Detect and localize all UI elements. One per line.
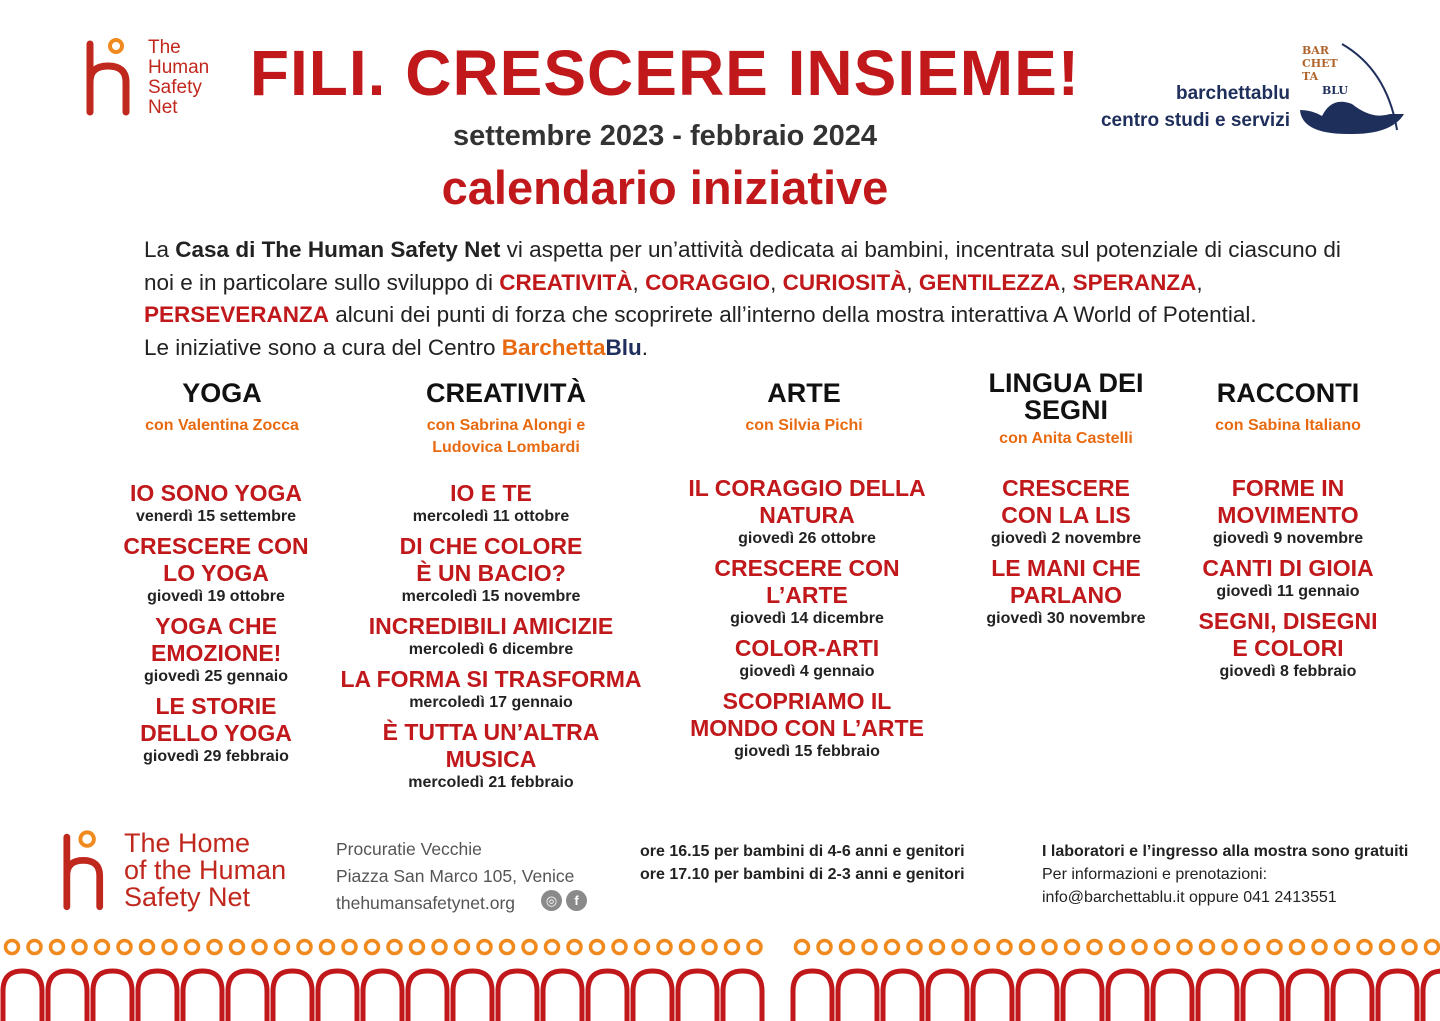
free-entry-note: I laboratori e l’ingresso alla mostra sono gratuiti [1042,843,1409,860]
ring-ornament [953,941,966,954]
ring-ornament [796,941,809,954]
column-arte-events [672,475,942,768]
event-date: giovedì 9 novembre [1212,530,1364,547]
barchetta-logo-line-1: BAR [1302,44,1329,57]
ring-ornament [591,941,604,954]
column-lis-events [966,475,1166,635]
event-title: È TUTTA UN’ALTRA MUSICA [382,719,600,772]
ring-ornament [658,941,671,954]
event-title: DI CHE COLORE È UN BACIO? [399,533,583,586]
event-date: giovedì 30 novembre [986,610,1146,627]
intro-paragraph: La Casa di The Human Safety Net vi aspetta per un’attività dedicata ai bambini, incentrata sul potenziale di ciascuno di noi e in particolare sullo sviluppo di CREATIVITÀ, CORAGGIO, CURIOSITÀ, GENTILEZZA, SPERANZA, PERSEVERANZA alcuni dei punti di forza che scoprirete all’interno della mostra interattiva A World of Potential. Le iniziative sono a cura del Centro BarchettaBlu. [144,237,1341,360]
event-title: IO SONO YOGA [129,480,303,506]
website-link[interactable]: thehumansafetynet.org [336,893,516,913]
decorative-border [0,935,1440,1021]
ring-ornament [231,941,244,954]
ring-ornament [1426,941,1439,954]
column-title: CREATIVITÀ [426,378,586,408]
column-title: YOGA [182,378,262,408]
session-times [640,840,965,886]
ring-ornament [28,941,41,954]
ring-ornament [208,941,221,954]
info-label: Per informazioni e prenotazioni: [1042,866,1268,883]
ring-ornament [863,941,876,954]
ring-ornament [976,941,989,954]
ring-ornament [1313,941,1326,954]
date-range: settembre 2023 - febbraio 2024 [453,120,877,152]
event-date: giovedì 15 febbraio [734,743,880,760]
event-date: mercoledì 6 dicembre [408,641,574,658]
event-title: SCOPRIAMO IL MONDO CON L’ARTE [690,688,924,741]
ring-ornament [73,941,86,954]
column-teacher: con Anita Castelli [999,430,1133,447]
address-line: Piazza San Marco 105, Venice [336,866,575,886]
ring-ornament [1246,941,1259,954]
ring-ornament [276,941,289,954]
event-date: giovedì 4 gennaio [739,663,875,680]
event-title: CRESCERE CON LA LIS [1001,475,1131,528]
event-date: mercoledì 17 gennaio [409,694,573,711]
value-speranza: SPERANZA [1072,269,1197,295]
ring-ornament [163,941,176,954]
event-date: giovedì 2 novembre [990,530,1142,547]
column-teacher: con Silvia Pichi [745,417,863,434]
ring-ornament [703,941,716,954]
barchetta-logo-line-4: BLU [1322,84,1349,97]
event-date: mercoledì 11 ottobre [412,508,570,525]
ring-ornament [501,941,514,954]
address-block [336,836,574,917]
ring-ornament [523,941,536,954]
barchetta-logo-line-3: TA [1302,70,1319,83]
ring-ornament [253,941,266,954]
ring-ornament [931,941,944,954]
column-title: LINGUA DEI SEGNI [988,368,1144,425]
event-date: giovedì 8 febbraio [1219,663,1357,680]
ring-ornament [681,941,694,954]
event-title: LE STORIE DELLO YOGA [140,693,292,746]
column-creativita-header [396,380,616,459]
event-title: COLOR-ARTI [734,635,880,661]
ring-ornament [998,941,1011,954]
ring-ornament [1021,941,1034,954]
event-date: mercoledì 21 febbraio [408,774,574,791]
ring-ornament [1201,941,1214,954]
column-lis-header [966,370,1166,450]
event-date: giovedì 29 febbraio [143,748,289,765]
column-teacher: con Valentina Zocca [145,417,299,434]
barchettablu-logo [1292,40,1412,140]
column-title: ARTE [767,378,841,408]
column-racconti-events [1188,475,1388,688]
address-line: Procuratie Vecchie [336,839,482,859]
ring-ornament [568,941,581,954]
hsn-logo-text: The Human Safety Net [148,37,210,118]
contact-info[interactable]: info@barchettablu.it oppure 041 2413551 [1042,889,1337,906]
value-creativita: CREATIVITÀ [499,269,633,295]
ring-ornament [726,941,739,954]
time-line: ore 17.10 per bambini di 2-3 anni e genitori [640,866,965,883]
ring-ornament [841,941,854,954]
ring-ornament [1223,941,1236,954]
ring-ornament [343,941,356,954]
event-date: giovedì 19 ottobre [147,588,285,605]
ring-ornament [456,941,469,954]
column-creativita-events [336,480,646,799]
instagram-icon[interactable]: ◎ [541,890,562,911]
ring-ornament [1381,941,1394,954]
ring-ornament [1291,941,1304,954]
ring-ornament [186,941,199,954]
event-title: YOGA CHE EMOZIONE! [151,613,282,666]
ring-ornament [546,941,559,954]
event-title: CANTI DI GIOIA [1202,555,1374,581]
barchetta-word: Barchetta [501,334,606,360]
event-date: giovedì 25 gennaio [143,668,289,685]
ring-ornament [1336,941,1349,954]
ring-ornament [886,941,899,954]
event-title: IL CORAGGIO DELLA NATURA [688,475,926,528]
arch-ornament [793,971,1440,1021]
event-title: SEGNI, DISEGNI E COLORI [1198,608,1378,661]
time-line: ore 16.15 per bambini di 4-6 anni e genitori [640,843,965,860]
barchetta-text: barchettablu centro studi e servizi [1100,83,1290,131]
event-title: LA FORMA SI TRASFORMA [340,666,642,692]
value-coraggio: CORAGGIO [645,269,771,295]
event-date: giovedì 14 dicembre [730,610,884,627]
column-arte-header [704,380,904,437]
event-title: LE MANI CHE PARLANO [991,555,1141,608]
ring-ornament [818,941,831,954]
event-title: INCREDIBILI AMICIZIE [368,613,614,639]
home-logo-text: The Home of the Human Safety Net [124,828,287,912]
column-teacher: con Sabina Italiano [1215,417,1361,434]
ring-ornament [51,941,64,954]
column-teacher: con Sabrina Alongi e Ludovica Lombardi [426,417,586,456]
ring-ornament [388,941,401,954]
event-date: giovedì 11 gennaio [1216,583,1360,600]
event-date: venerdì 15 settembre [135,508,297,525]
ring-ornament [366,941,379,954]
info-block [1042,840,1408,909]
ring-ornament [1088,941,1101,954]
ring-ornament [1403,941,1416,954]
ring-ornament [908,941,921,954]
ring-ornament [613,941,626,954]
social-icons [541,890,591,911]
ring-ornament [1156,941,1169,954]
ring-ornament [1066,941,1079,954]
event-title: CRESCERE CON LO YOGA [123,533,309,586]
ring-ornament [118,941,131,954]
ring-ornament [748,941,761,954]
subtitle: calendario iniziative [441,161,889,214]
ring-ornament [1358,941,1371,954]
ring-ornament [636,941,649,954]
ring-ornament [411,941,424,954]
ring-ornament [321,941,334,954]
arch-ornament [3,971,762,1021]
ring-ornament [6,941,19,954]
ring-ornament [1268,941,1281,954]
column-racconti-header [1188,380,1388,437]
ring-ornament [478,941,491,954]
ring-ornament [1111,941,1124,954]
ring-ornament [1043,941,1056,954]
column-yoga-events [116,480,316,773]
ring-ornament [298,941,311,954]
column-title: RACCONTI [1216,378,1360,408]
event-date: mercoledì 15 novembre [401,588,581,605]
facebook-icon[interactable]: f [566,890,587,911]
ring-ornament [1133,941,1146,954]
ring-ornament [433,941,446,954]
column-yoga-header [122,380,322,437]
ring-ornament [1178,941,1191,954]
ring-ornament [96,941,109,954]
barchetta-logo-line-2: CHET [1302,57,1338,70]
event-date: giovedì 26 ottobre [738,530,876,547]
blu-word: Blu [605,334,642,360]
ring-ornament [141,941,154,954]
value-perseveranza: PERSEVERANZA [144,302,330,327]
home-logo-mark [62,828,120,912]
value-gentilezza: GENTILEZZA [918,269,1061,295]
value-curiosita: CURIOSITÀ [782,269,907,295]
event-title: FORME IN MOVIMENTO [1217,475,1359,528]
main-title: FILI. CRESCERE INSIEME! [249,37,1081,109]
event-title: CRESCERE CON L’ARTE [714,555,900,608]
casa-name: Casa di The Human Safety Net [175,237,501,262]
event-title: IO E TE [450,480,532,506]
